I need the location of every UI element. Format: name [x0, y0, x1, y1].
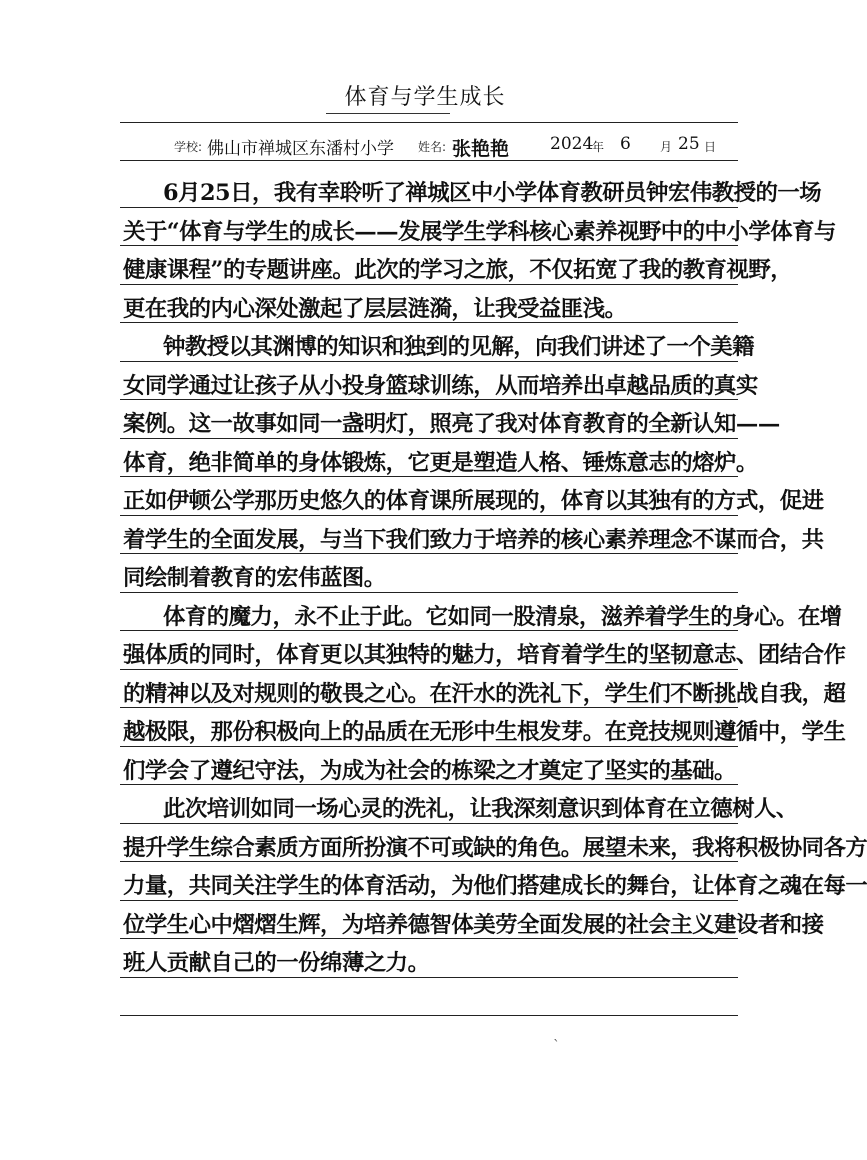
text-line: 关于“体育与学生的成长——发展学生学科核心素养视野中的中小学体育与	[123, 218, 836, 245]
text-line: 案例。这一故事如同一盏明灯，照亮了我对体育教育的全新认知——	[123, 411, 780, 437]
text-line: 体育，绝非简单的身体锻炼，它更是塑造人格、锤炼意志的熔炉。	[123, 449, 758, 476]
text-line: 正如伊顿公学那历史悠久的体育课所展现的，体育以其独有的方式，促进	[123, 488, 824, 514]
date-day: 25	[678, 134, 700, 154]
text-line: 提升学生综合素质方面所扮演不可或缺的角色。展望未来，我将积极协同各方	[123, 834, 867, 861]
text-line: 更在我的内心深处激起了层层涟漪，让我受益匪浅。	[123, 295, 627, 322]
date-month: 6	[620, 134, 631, 154]
text-line: 女同学通过让孩子从小投身篮球训练，从而培养出卓越品质的真实	[123, 372, 758, 399]
month-label: 月	[660, 140, 673, 154]
date-year: 2024	[550, 134, 594, 154]
page-title: 体育与学生成长	[344, 85, 506, 110]
text-line: 位学生心中熠熠生辉，为培养德智体美劳全面发展的社会主义建设者和接	[123, 911, 824, 938]
header-info-row	[0, 130, 850, 158]
text-line: 们学会了遵纪守法，为成为社会的栋梁之才奠定了坚实的基础。	[123, 757, 736, 784]
text-line: 此次培训如同一场心灵的洗礼，让我深刻意识到体育在立德树人、	[163, 796, 798, 822]
text-line: 同绘制着教育的宏伟蓝图。	[123, 565, 386, 591]
ruled-line	[120, 1015, 738, 1016]
day-label: 日	[704, 140, 717, 154]
text-line: 班人贡献自己的一份绵薄之力。	[123, 950, 430, 976]
ruled-line	[120, 122, 738, 123]
name-value: 张艳艳	[452, 138, 510, 160]
essay-body	[123, 174, 867, 983]
text-line: 强体质的同时，体育更以其独特的魅力，培育着学生的坚韧意志、团结合作	[123, 642, 846, 668]
text-line: 着学生的全面发展，与当下我们致力于培养的核心素养理念不谋而合，共	[123, 526, 824, 553]
ruled-line	[120, 160, 738, 161]
school-value: 佛山市禅城区东潘村小学	[207, 139, 394, 159]
text-line: 的精神以及对规则的敬畏之心。在汗水的洗礼下，学生们不断挑战自我，超	[123, 680, 846, 707]
text-line: 健康课程”的专题讲座。此次的学习之旅，不仅拓宽了我的教育视野，	[123, 257, 793, 283]
school-label: 学校:	[174, 140, 203, 154]
text-line: 体育的魔力，永不止于此。它如同一股清泉，滋养着学生的身心。在增	[163, 603, 842, 630]
title-underline	[326, 113, 450, 114]
year-label: 年	[592, 140, 605, 154]
name-label: 姓名:	[418, 140, 447, 154]
text-line: 力量，共同关注学生的体育活动，为他们搭建成长的舞台，让体育之魂在每一	[123, 873, 867, 899]
stray-pen-mark: ˋ	[553, 1038, 560, 1054]
text-line: 越极限，那份积极向上的品质在无形中生根发芽。在竞技规则遵循中，学生	[123, 719, 846, 745]
text-line: 6月25日，我有幸聆听了禅城区中小学体育教研员钟宏伟教授的一场	[163, 180, 822, 206]
text-line: 钟教授以其渊博的知识和独到的见解，向我们讲述了一个美籍	[163, 334, 755, 360]
